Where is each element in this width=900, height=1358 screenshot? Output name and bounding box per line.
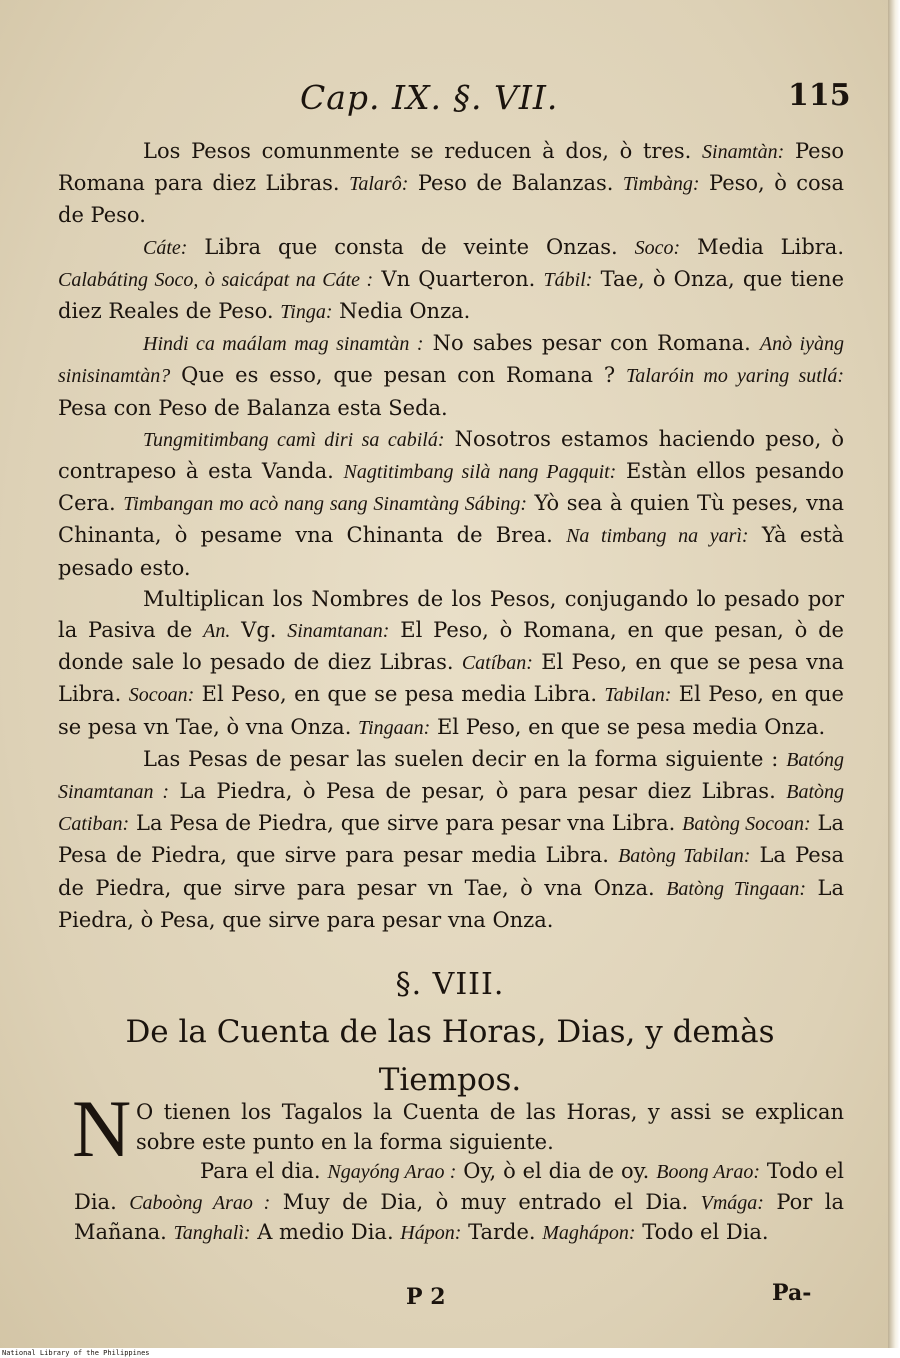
text-run: El Peso, en que se pesa vna Libra.: [58, 650, 844, 707]
text-run: La Piedra, ò Pesa de pesar, ò para pesar diez Libras.: [169, 779, 787, 804]
tagalog-term: Catíban:: [461, 652, 533, 675]
text-run: Peso de Balanzas.: [408, 171, 623, 196]
section-title: [100, 1008, 800, 1104]
tagalog-term: Maghápon:: [542, 1222, 636, 1244]
tagalog-term: Tábil:: [543, 268, 593, 291]
running-head: Cap. IX. §. VII.: [300, 78, 559, 117]
tagalog-term: Vmága:: [700, 1191, 764, 1214]
text-run: Que es esso, que pesan con Romana ?: [170, 363, 626, 388]
tagalog-term: Boong Arao:: [656, 1161, 760, 1183]
tagalog-term: Tabilan:: [604, 684, 672, 707]
text-run: El Peso, en que se pesa vn Tae, ò vna Onza.: [58, 682, 844, 739]
text-run: Yà està pesado esto.: [58, 523, 844, 580]
text-run: Tae, ò Onza, que tiene diez Reales de Peso.: [58, 266, 845, 324]
tagalog-term: Tungmitimbang camì diri sa cabilá:: [143, 428, 445, 451]
text-run: El Peso, en que se pesa media Libra.: [194, 682, 605, 707]
section-text: [74, 1098, 844, 1249]
tagalog-term: Soco:: [634, 236, 681, 259]
tagalog-term: An.: [203, 620, 231, 643]
page-edge: [888, 0, 900, 1350]
text-run: La Piedra, ò Pesa, que sirve para pesar vna Onza.: [58, 875, 845, 932]
text-run: Para el dia.: [200, 1159, 328, 1183]
page-number: 115: [788, 78, 851, 113]
paragraph: [58, 328, 844, 424]
section-number: §. VIII.: [395, 967, 505, 1002]
signature-mark: P 2: [406, 1284, 446, 1310]
tagalog-term: Sinamtanan:: [287, 620, 390, 643]
page-header: [0, 78, 900, 122]
tagalog-term: Calabáting Soco, ò saicápat na Cáte :: [58, 268, 374, 291]
text-run: Estàn ellos pesando Cera.: [58, 459, 844, 516]
text-run: Yò sea à quien Tù peses, vna Chinanta, ò pesame vna Chinanta de Brea.: [58, 491, 844, 548]
paragraph: [58, 584, 844, 744]
tagalog-term: Batóng Sinamtanan :: [58, 748, 844, 804]
paragraph: [58, 136, 844, 232]
text-run: A medio Dia.: [250, 1220, 401, 1244]
text-run: Todo el Dia.: [74, 1159, 845, 1214]
library-credit: National Library of the Philippines: [0, 1348, 900, 1358]
tagalog-term: Batòng Catiban:: [58, 781, 845, 836]
section-title-line-1: De la Cuenta de las Horas, Dias, y demàs: [125, 1014, 775, 1050]
text-run: Oy, ò el dia de oy.: [456, 1159, 657, 1183]
text-run: La Pesa de Piedra, que sirve para pesar media Libra.: [58, 811, 844, 868]
tagalog-term: Sinamtàn:: [702, 141, 785, 163]
text-run: Libra que consta de veinte Onzas.: [187, 234, 635, 259]
text-run: Media Libra.: [680, 234, 844, 259]
tagalog-term: Batòng Socoan:: [682, 813, 811, 836]
text-run: El Peso, ò Romana, en que pesan, ò de donde sale lo pesado de diez Libras.: [58, 618, 844, 675]
tagalog-term: Timbangan mo acò nang sang Sinamtàng Sábing:: [123, 493, 528, 516]
text-run: Por la Mañana.: [74, 1189, 844, 1244]
tagalog-term: Talarô:: [349, 173, 409, 196]
text-run: La Pesa de Piedra, que sirve para pesar vn Tae, ò vna Onza.: [58, 843, 844, 900]
tagalog-term: Caboòng Arao :: [129, 1191, 271, 1214]
tagalog-term: Tingaan:: [358, 716, 431, 739]
text-run: Las Pesas de pesar las suelen decir en la forma siguiente :: [143, 746, 787, 771]
drop-cap: N: [72, 1083, 132, 1174]
text-run: Pesa con Peso de Balanza esta Seda.: [58, 395, 448, 420]
tagalog-term: Ngayóng Arao :: [327, 1161, 457, 1183]
paragraph: [58, 744, 844, 936]
text-run: Nosotros estamos haciendo peso, ò contrapeso à esta Vanda.: [58, 426, 844, 484]
tagalog-term: Cáte:: [143, 236, 188, 259]
text-run: Peso Romana para diez Libras.: [58, 139, 845, 196]
text-run: Vg.: [230, 618, 288, 643]
tagalog-term: Batòng Tabilan:: [618, 845, 751, 868]
text-run: La Pesa de Piedra, que sirve para pesar vna Libra.: [129, 811, 683, 836]
paragraph: [58, 424, 844, 584]
tagalog-term: Batòng Tingaan:: [666, 877, 807, 900]
tagalog-term: Anò iyàng sinisinamtàn?: [58, 333, 844, 388]
text-run: Peso, ò cosa de Peso.: [58, 171, 844, 228]
section-title-line-2: Tiempos.: [378, 1062, 522, 1098]
paragraph: [58, 232, 844, 329]
tagalog-term: Nagtitimbang silà nang Pagquit:: [343, 461, 617, 484]
tagalog-term: Hindi ca maálam mag sinamtàn :: [143, 333, 424, 356]
section-second-paragraph: [74, 1157, 844, 1249]
text-run: No sabes pesar con Romana.: [423, 331, 760, 356]
text-run: Los Pesos comunmente se reducen à dos, ò tres.: [143, 139, 703, 163]
main-text: [58, 136, 844, 936]
tagalog-term: Na timbang na yarì:: [566, 525, 749, 548]
tagalog-term: Timbàng:: [622, 173, 700, 196]
tagalog-term: Tanghalì:: [173, 1222, 251, 1244]
text-run: Multiplican los Nombres de los Pesos, conjugando lo pesado por la Pasiva de: [58, 586, 844, 643]
text-run: Todo el Dia.: [635, 1220, 769, 1244]
text-run: El Peso, en que se pesa media Onza.: [430, 714, 826, 739]
tagalog-term: Socoan:: [128, 684, 195, 707]
text-run: Vn Quarteron.: [373, 266, 544, 291]
text-run: Muy de Dia, ò muy entrado el Dia.: [270, 1189, 701, 1214]
catchword: Pa-: [772, 1280, 812, 1306]
text-run: Tarde.: [461, 1220, 543, 1244]
section-first-paragraph: O tienen los Tagalos la Cuenta de las Horas, y assi se explican sobre este punto en la forma siguiente.: [136, 1100, 844, 1154]
tagalog-term: Tinga:: [280, 301, 333, 324]
tagalog-term: Hápon:: [400, 1222, 462, 1244]
text-run: Nedia Onza.: [332, 299, 471, 324]
tagalog-term: Talaróin mo yaring sutlá:: [626, 365, 844, 388]
